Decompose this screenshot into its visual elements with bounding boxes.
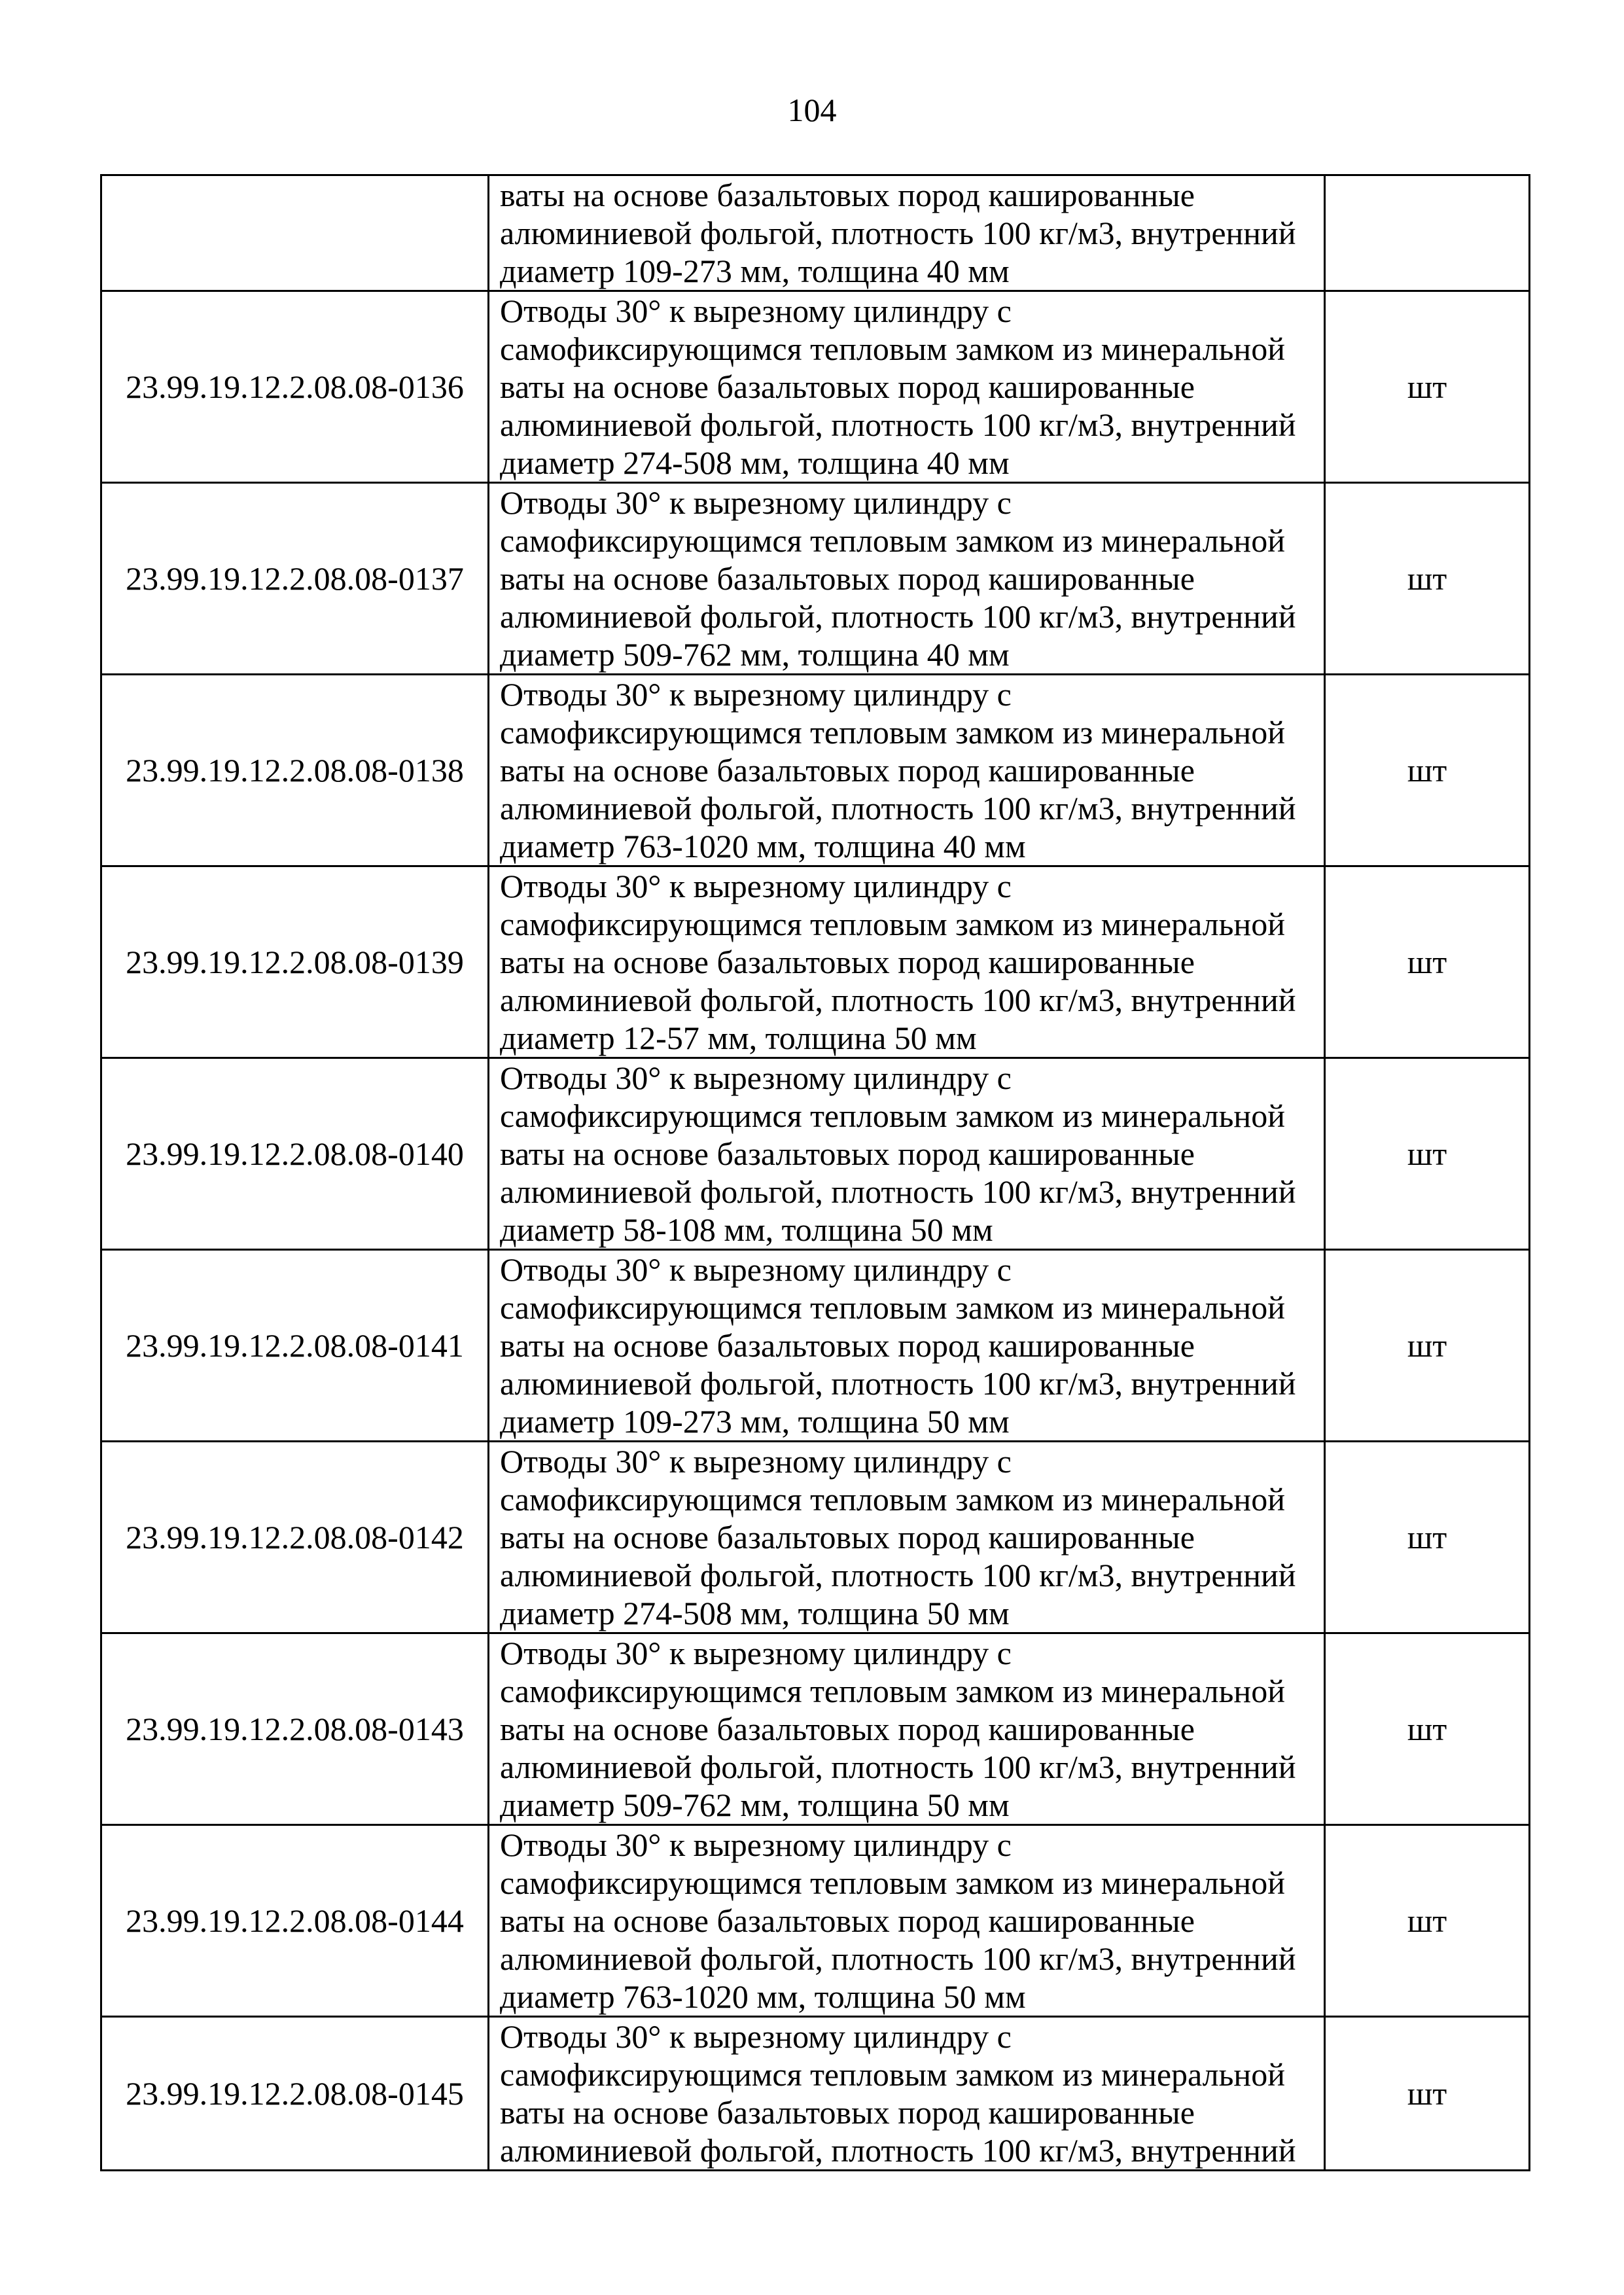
description-line: алюминиевой фольгой, плотность 100 кг/м3, внутренний xyxy=(500,982,1296,1018)
description-line: ваты на основе базальтовых пород кашированные xyxy=(500,177,1195,213)
resource-description-cell xyxy=(489,175,1325,291)
resource-description-cell xyxy=(489,291,1325,483)
unit-cell xyxy=(1325,175,1530,291)
table-row xyxy=(101,1250,1530,1442)
description-line: ваты на основе базальтовых пород кашированные xyxy=(500,1135,1195,1172)
description-line: диаметр 763-1020 мм, толщина 50 мм xyxy=(500,1978,1026,2015)
description-line: диаметр 274-508 мм, толщина 40 мм xyxy=(500,444,1010,481)
description-line: ваты на основе базальтовых пород кашированные xyxy=(500,1519,1195,1556)
table-row xyxy=(101,291,1530,483)
unit-cell: шт xyxy=(1325,1250,1530,1442)
resource-code-cell: 23.99.19.12.2.08.08-0143 xyxy=(101,1633,489,1825)
description-line: самофиксирующимся тепловым замком из минеральной xyxy=(500,1097,1285,1134)
description-line: ваты на основе базальтовых пород кашированные xyxy=(500,368,1195,405)
resource-code-cell: 23.99.19.12.2.08.08-0142 xyxy=(101,1442,489,1633)
description-line: ваты на основе базальтовых пород кашированные xyxy=(500,1327,1195,1364)
resource-code-cell: 23.99.19.12.2.08.08-0144 xyxy=(101,1825,489,2017)
description-line: Отводы 30° к вырезному цилиндру с xyxy=(500,484,1012,521)
resource-table xyxy=(100,174,1530,2171)
resource-code-cell: 23.99.19.12.2.08.08-0139 xyxy=(101,866,489,1058)
description-line: диаметр 509-762 мм, толщина 40 мм xyxy=(500,636,1010,673)
description-line: алюминиевой фольгой, плотность 100 кг/м3, внутренний xyxy=(500,215,1296,251)
description-line: алюминиевой фольгой, плотность 100 кг/м3, внутренний xyxy=(500,1365,1296,1402)
description-line: диаметр 509-762 мм, толщина 50 мм xyxy=(500,1787,1010,1823)
description-line: Отводы 30° к вырезному цилиндру с xyxy=(500,868,1012,904)
resource-code-cell: 23.99.19.12.2.08.08-0141 xyxy=(101,1250,489,1442)
description-line: Отводы 30° к вырезному цилиндру с xyxy=(500,676,1012,713)
description-line: Отводы 30° к вырезному цилиндру с xyxy=(500,1443,1012,1480)
resource-description-cell xyxy=(489,1633,1325,1825)
description-line: диаметр 12-57 мм, толщина 50 мм xyxy=(500,1020,977,1056)
unit-cell: шт xyxy=(1325,1058,1530,1250)
resource-description-cell xyxy=(489,866,1325,1058)
resource-description-cell xyxy=(489,2017,1325,2171)
table-row xyxy=(101,1825,1530,2017)
page-number: 104 xyxy=(787,92,837,128)
resource-code-cell: 23.99.19.12.2.08.08-0136 xyxy=(101,291,489,483)
table-row xyxy=(101,1633,1530,1825)
description-line: самофиксирующимся тепловым замком из минеральной xyxy=(500,1289,1285,1326)
table-row xyxy=(101,866,1530,1058)
description-line: диаметр 109-273 мм, толщина 40 мм xyxy=(500,253,1010,289)
resource-description-cell xyxy=(489,1825,1325,2017)
description-line: ваты на основе базальтовых пород кашированные xyxy=(500,1711,1195,1747)
resource-code-cell: 23.99.19.12.2.08.08-0138 xyxy=(101,675,489,866)
description-line: самофиксирующимся тепловым замком из минеральной xyxy=(500,330,1285,367)
description-line: самофиксирующимся тепловым замком из минеральной xyxy=(500,1481,1285,1518)
description-line: самофиксирующимся тепловым замком из минеральной xyxy=(500,714,1285,751)
resource-code-cell xyxy=(101,175,489,291)
unit-cell: шт xyxy=(1325,1442,1530,1633)
unit-cell: шт xyxy=(1325,2017,1530,2171)
description-line: Отводы 30° к вырезному цилиндру с xyxy=(500,1635,1012,1671)
resource-description-cell xyxy=(489,1250,1325,1442)
description-line: Отводы 30° к вырезному цилиндру с xyxy=(500,1826,1012,1863)
unit-cell: шт xyxy=(1325,866,1530,1058)
description-line: Отводы 30° к вырезному цилиндру с xyxy=(500,293,1012,329)
unit-cell: шт xyxy=(1325,291,1530,483)
description-line: алюминиевой фольгой, плотность 100 кг/м3, внутренний xyxy=(500,1749,1296,1785)
description-line: диаметр 763-1020 мм, толщина 40 мм xyxy=(500,828,1026,864)
resource-table-body xyxy=(101,175,1530,2171)
description-line: ваты на основе базальтовых пород кашированные xyxy=(500,560,1195,597)
description-line: диаметр 109-273 мм, толщина 50 мм xyxy=(500,1403,1010,1440)
table-row xyxy=(101,175,1530,291)
resource-description-cell xyxy=(489,675,1325,866)
unit-cell: шт xyxy=(1325,483,1530,675)
unit-cell: шт xyxy=(1325,1633,1530,1825)
description-line: ваты на основе базальтовых пород кашированные xyxy=(500,2094,1195,2131)
resource-description-cell xyxy=(489,1058,1325,1250)
description-line: ваты на основе базальтовых пород кашированные xyxy=(500,1902,1195,1939)
description-line: алюминиевой фольгой, плотность 100 кг/м3, внутренний xyxy=(500,406,1296,443)
description-line: Отводы 30° к вырезному цилиндру с xyxy=(500,2018,1012,2055)
description-line: алюминиевой фольгой, плотность 100 кг/м3, внутренний xyxy=(500,790,1296,827)
description-line: Отводы 30° к вырезному цилиндру с xyxy=(500,1251,1012,1288)
resource-code-cell: 23.99.19.12.2.08.08-0145 xyxy=(101,2017,489,2171)
description-line: самофиксирующимся тепловым замком из минеральной xyxy=(500,2056,1285,2093)
description-line: диаметр 274-508 мм, толщина 50 мм xyxy=(500,1595,1010,1631)
description-line: диаметр 58-108 мм, толщина 50 мм xyxy=(500,1211,993,1248)
description-line: ваты на основе базальтовых пород кашированные xyxy=(500,944,1195,980)
description-line: алюминиевой фольгой, плотность 100 кг/м3, внутренний xyxy=(500,2132,1296,2169)
description-line: Отводы 30° к вырезному цилиндру с xyxy=(500,1059,1012,1096)
description-line: самофиксирующимся тепловым замком из минеральной xyxy=(500,1673,1285,1709)
description-line: самофиксирующимся тепловым замком из минеральной xyxy=(500,1864,1285,1901)
table-row xyxy=(101,675,1530,866)
resource-code-cell: 23.99.19.12.2.08.08-0140 xyxy=(101,1058,489,1250)
resource-code-cell: 23.99.19.12.2.08.08-0137 xyxy=(101,483,489,675)
description-line: самофиксирующимся тепловым замком из минеральной xyxy=(500,522,1285,559)
description-line: самофиксирующимся тепловым замком из минеральной xyxy=(500,906,1285,942)
description-line: ваты на основе базальтовых пород кашированные xyxy=(500,752,1195,789)
unit-cell: шт xyxy=(1325,1825,1530,2017)
table-row xyxy=(101,483,1530,675)
unit-cell: шт xyxy=(1325,675,1530,866)
resource-description-cell xyxy=(489,1442,1325,1633)
table-row xyxy=(101,2017,1530,2171)
description-line: алюминиевой фольгой, плотность 100 кг/м3, внутренний xyxy=(500,598,1296,635)
description-line: алюминиевой фольгой, плотность 100 кг/м3, внутренний xyxy=(500,1940,1296,1977)
description-line: алюминиевой фольгой, плотность 100 кг/м3, внутренний xyxy=(500,1173,1296,1210)
table-row xyxy=(101,1442,1530,1633)
table-row xyxy=(101,1058,1530,1250)
resource-description-cell xyxy=(489,483,1325,675)
description-line: алюминиевой фольгой, плотность 100 кг/м3, внутренний xyxy=(500,1557,1296,1593)
